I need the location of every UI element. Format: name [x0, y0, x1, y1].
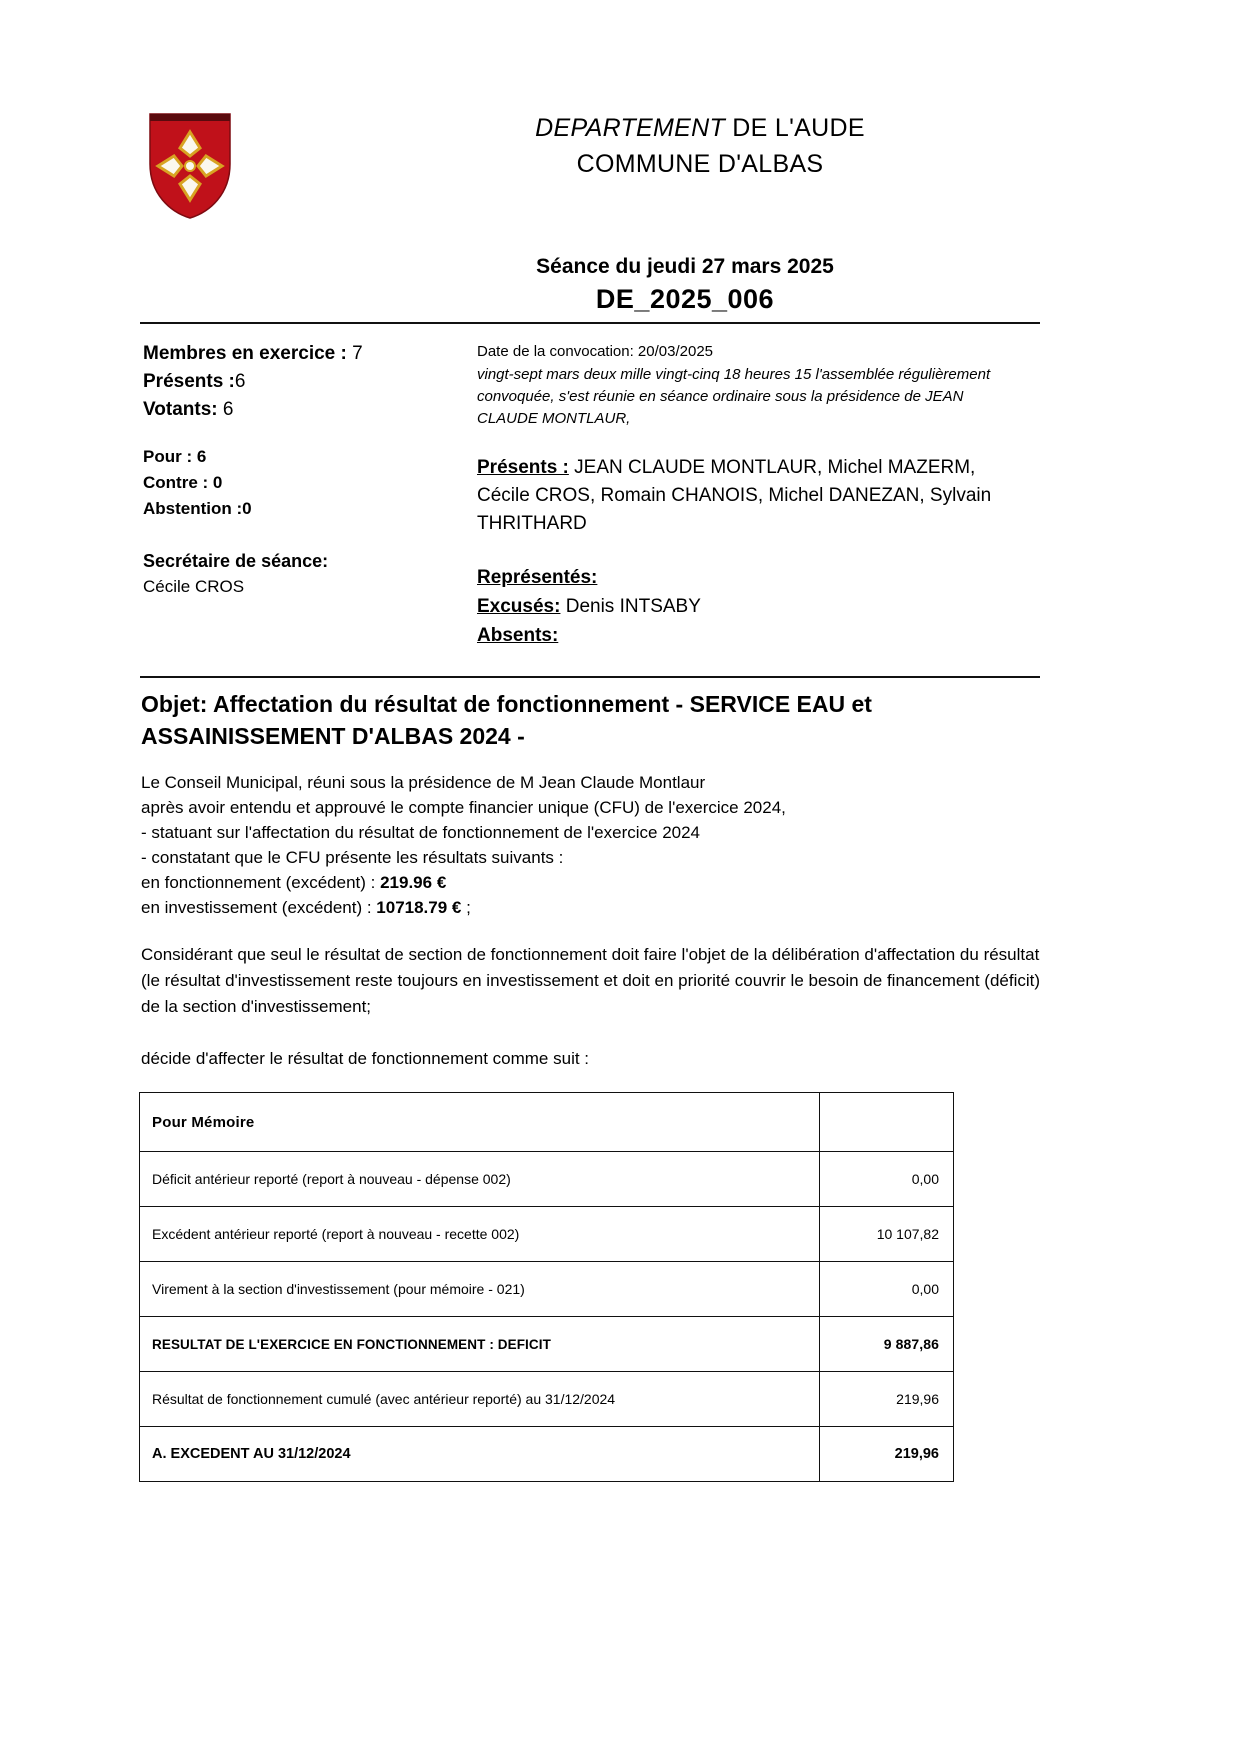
- table-cell-value: 219,96: [820, 1372, 954, 1427]
- department-line: [330, 110, 1070, 146]
- absence-lists: [477, 564, 1025, 650]
- table-cell-label: RESULTAT DE L'EXERCICE EN FONCTIONNEMENT : DEFICIT: [140, 1317, 820, 1372]
- body-line-fonctionnement: [141, 870, 1031, 895]
- presents-count: [143, 368, 473, 396]
- fonctionnement-amount: 219.96 €: [380, 873, 447, 892]
- investissement-amount: 10718.79 €: [376, 898, 462, 917]
- deliberation-body: [141, 770, 1031, 920]
- excuses-names: Denis INTSABY: [560, 596, 701, 617]
- table-row: [140, 1372, 954, 1427]
- spacer: [143, 424, 473, 444]
- objet-title: Objet: Affectation du résultat de fonctionnement - SERVICE EAU et ASSAINISSEMENT D'ALBAS 2024 -: [141, 691, 872, 749]
- body-line-2: après avoir entendu et approuvé le compte financier unique (CFU) de l'exercice 2024,: [141, 798, 786, 817]
- table-row: [140, 1207, 954, 1262]
- department-suffix: DE L'AUDE: [725, 114, 865, 142]
- votants-count: [143, 396, 473, 424]
- deliberation-number: DE_2025_006: [595, 284, 775, 314]
- table-cell-value: 10 107,82: [820, 1207, 954, 1262]
- membres-en-exercice: [143, 340, 473, 368]
- representes-row: [477, 564, 1025, 592]
- membres-label: Membres en exercice :: [143, 343, 353, 364]
- excuses-label: Excusés:: [477, 596, 561, 617]
- presents-label: Présents :: [477, 457, 569, 478]
- membres-value: 7: [352, 343, 363, 364]
- affectation-table: [139, 1092, 954, 1482]
- table-cell-value: [820, 1093, 954, 1152]
- table-cell-label: Pour Mémoire: [140, 1093, 820, 1152]
- fonctionnement-label: en fonctionnement (excédent) :: [141, 873, 381, 892]
- affectation-table-body: [140, 1093, 954, 1482]
- body-line-3: - statuant sur l'affectation du résultat de fonctionnement de l'exercice 2024: [141, 823, 701, 842]
- presents-count-value: 6: [234, 371, 246, 392]
- excuses-row: [477, 593, 1025, 621]
- table-cell-label: A. EXCEDENT AU 31/12/2024: [140, 1427, 820, 1482]
- convocation-column: [477, 341, 1025, 651]
- absents-label: Absents:: [477, 625, 559, 646]
- table-cell-value: 0,00: [820, 1152, 954, 1207]
- convocation-date: Date de la convocation: 20/03/2025: [477, 343, 714, 360]
- body-line-4: - constatant que le CFU présente les résultats suivants :: [141, 848, 564, 867]
- secretaire-label: Secrétaire de séance:: [143, 551, 329, 571]
- seance-block: [330, 252, 1040, 316]
- table-cell-value: 0,00: [820, 1262, 954, 1317]
- votants-label: Votants:: [143, 399, 223, 420]
- body-line-investissement: [141, 895, 1031, 920]
- commune-line: COMMUNE D'ALBAS: [576, 150, 824, 178]
- presents-list: [477, 454, 1025, 538]
- header-divider: [140, 322, 1040, 324]
- table-cell-label: Excédent antérieur reporté (report à nouveau - recette 002): [140, 1207, 820, 1262]
- attendance-column: [143, 340, 473, 600]
- absents-row: [477, 622, 1025, 650]
- table-cell-label: Virement à la section d'investissement (pour mémoire - 021): [140, 1262, 820, 1317]
- convocation-body: vingt-sept mars deux mille vingt-cinq 18 heures 15 l'assemblée régulièrement convoquée, s'est réunie en séance ordinaire sous la présidence de JEAN CLAUDE MONTLAUR,: [477, 366, 991, 427]
- table-row: [140, 1427, 954, 1482]
- department-word: DEPARTEMENT: [535, 114, 726, 142]
- votes-pour: Pour : 6: [143, 447, 207, 466]
- secretaire-name: Cécile CROS: [143, 577, 245, 596]
- table-row: [140, 1262, 954, 1317]
- table-row: [140, 1152, 954, 1207]
- seance-date: Séance du jeudi 27 mars 2025: [536, 255, 834, 278]
- votants-value: 6: [222, 399, 234, 420]
- table-row: [140, 1317, 954, 1372]
- table-cell-value: 9 887,86: [820, 1317, 954, 1372]
- header-titles: [330, 110, 1070, 182]
- objet-divider: [140, 676, 1040, 678]
- table-row: [140, 1093, 954, 1152]
- table-cell-label: Déficit antérieur reporté (report à nouveau - dépense 002): [140, 1152, 820, 1207]
- votes-abstention: Abstention :0: [143, 499, 252, 518]
- representes-label: Représentés:: [477, 567, 598, 588]
- presents-names: JEAN CLAUDE MONTLAUR, Michel MAZERM, Cécile CROS, Romain CHANOIS, Michel DANEZAN, Sylvain THRITHARD: [477, 457, 992, 534]
- considerant-paragraph: Considérant que seul le résultat de section de fonctionnement doit faire l'objet de la délibération d'affectation du résultat (le résultat d'investissement reste toujours en investissement et doit en priorité couvrir le besoin de financement (déficit) de la section d'investissement;: [141, 945, 1041, 1016]
- coat-of-arms-icon: [148, 112, 232, 220]
- table-cell-label: Résultat de fonctionnement cumulé (avec antérieur reporté) au 31/12/2024: [140, 1372, 820, 1427]
- table-cell-value: 219,96: [820, 1427, 954, 1482]
- body-line-1: Le Conseil Municipal, réuni sous la présidence de M Jean Claude Montlaur: [141, 773, 706, 792]
- spacer: [143, 522, 473, 548]
- presents-count-label: Présents :: [143, 371, 235, 392]
- decide-paragraph: décide d'affecter le résultat de fonctionnement comme suit :: [141, 1049, 590, 1068]
- votes-contre: Contre : 0: [143, 473, 223, 492]
- investissement-label: en investissement (excédent) :: [141, 898, 377, 917]
- investissement-suffix: ;: [461, 898, 471, 917]
- document-header: [0, 0, 1240, 178]
